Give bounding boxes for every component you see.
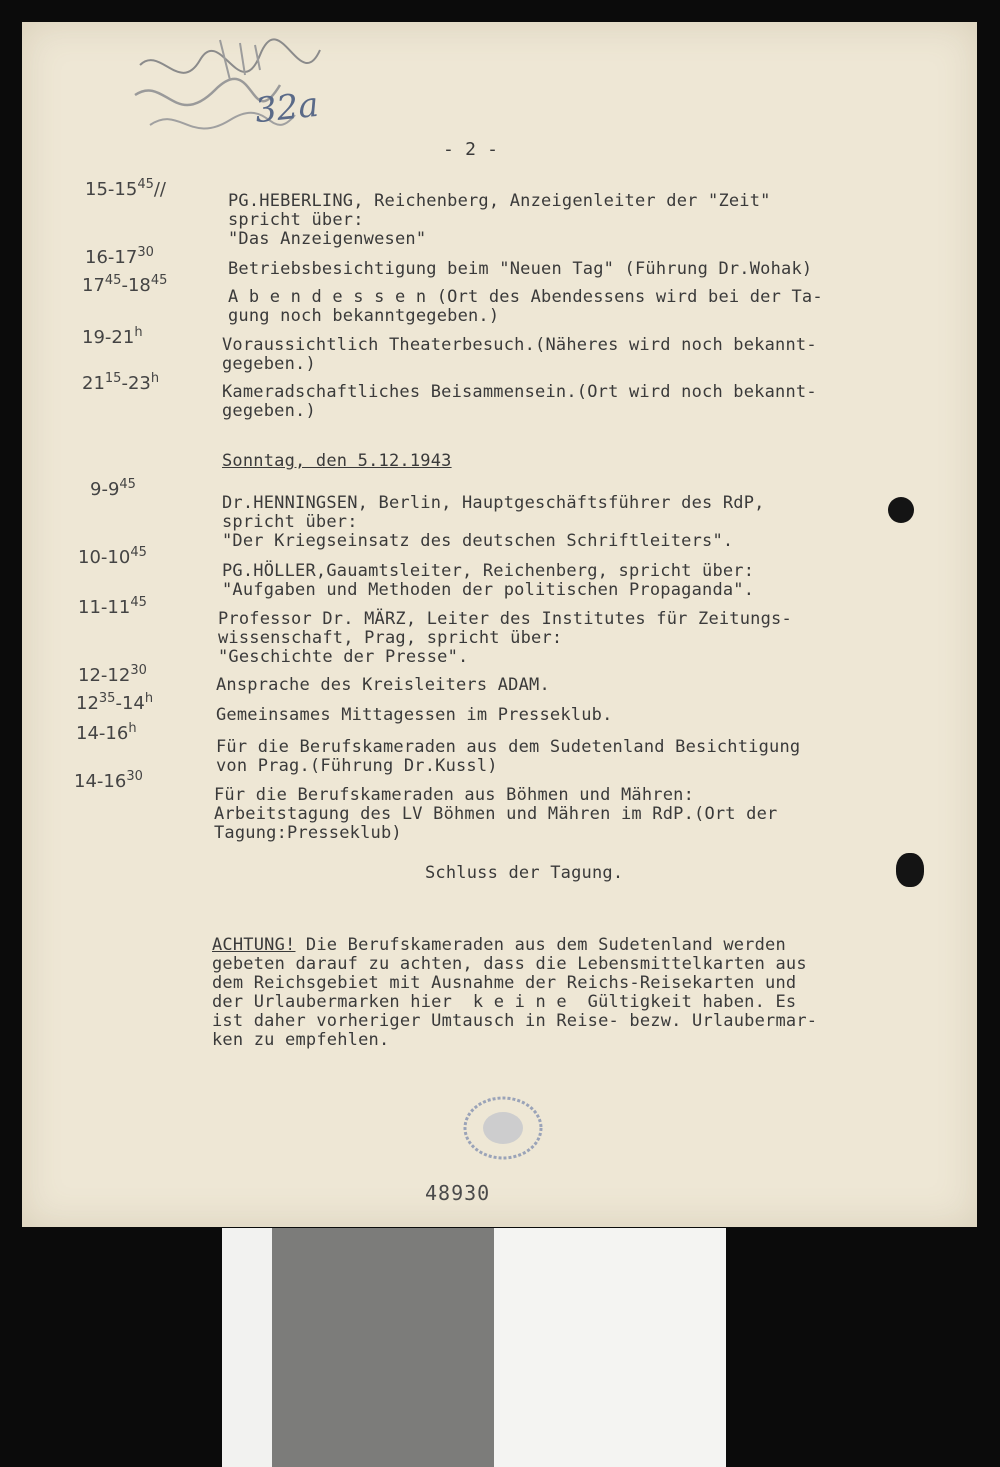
time-label: $16-17^{30}$	[85, 245, 154, 268]
time-label: $9-9^{45}$	[90, 477, 136, 500]
document-number: 48930	[425, 1181, 491, 1205]
entry-text: PG.HÖLLER,Gauamtsleiter, Reichenberg, spricht über: "Aufgaben und Methoden der politischen Propaganda".	[222, 561, 755, 600]
punch-hole	[896, 853, 924, 887]
notice-heading: ACHTUNG!	[212, 935, 296, 955]
time-label: $12-12^{30}$	[78, 663, 147, 686]
entry-text: PG.HEBERLING, Reichenberg, Anzeigenleiter der "Zeit" spricht über: "Das Anzeigenwesen"	[228, 191, 771, 249]
archive-mark: 32a	[253, 84, 321, 132]
entry-text: Für die Berufskameraden aus Böhmen und Mähren: Arbeitstagung des LV Böhmen und Mähren im RdP.(Ort der Tagung:Presseklub)	[214, 785, 778, 843]
punch-hole	[888, 497, 914, 523]
page-number: - 2 -	[443, 139, 499, 160]
closing-line: Schluss der Tagung.	[425, 863, 624, 883]
entry-text: Kameradschaftliches Beisammensein.(Ort wird noch bekannt- gegeben.)	[222, 382, 817, 421]
entry-text: Betriebsbesichtigung beim "Neuen Tag" (Führung Dr.Wohak)	[228, 259, 813, 279]
time-label: $11-11^{45}$	[78, 595, 147, 618]
entry-text: Dr.HENNINGSEN, Berlin, Hauptgeschäftsführer des RdP, spricht über: "Der Kriegseinsatz des deutschen Schriftleiters".	[222, 493, 765, 551]
entry-text: Gemeinsames Mittagessen im Presseklub.	[216, 705, 613, 725]
time-label: $17^{45}-18^{45}$	[82, 273, 168, 296]
time-label: $10-10^{45}$	[78, 545, 147, 568]
time-label: 14-16$^h$	[76, 721, 137, 744]
entry-text: Professor Dr. MÄRZ, Leiter des Institutes für Zeitungs- wissenschaft, Prag, spricht über: "Geschichte der Presse".	[218, 609, 792, 667]
background-dark	[726, 1228, 1000, 1467]
notice-block: ACHTUNG! Die Berufskameraden aus dem Sudetenland werden gebeten darauf zu achten, dass die Lebensmittelkarten aus dem Reichsgebiet mit Ausnahme der Reichs-Reisekarten und der Urlaubermarken hier k e i n e Gültigkeit haben. Es ist daher vorheriger Umtausch in Reise- bezw. Urlaubermar- ken zu empfehlen.	[212, 935, 818, 1050]
calibration-strip-white-2	[494, 1228, 726, 1467]
time-label: 19-21$^h$	[82, 325, 143, 348]
sunday-heading: Sonntag, den 5.12.1943	[222, 451, 452, 471]
time-label: $14-16^{30}$	[74, 769, 143, 792]
archive-stamp	[458, 1092, 548, 1164]
entry-text: Ansprache des Kreisleiters ADAM.	[216, 675, 550, 695]
entry-text: A b e n d e s s e n (Ort des Abendessens wird bei der Ta- gung noch bekanntgegeben.)	[228, 287, 823, 326]
time-label: $21^{15}-23^h$	[82, 371, 160, 394]
calibration-strip-white	[222, 1228, 272, 1467]
entry-text: Für die Berufskameraden aus dem Sudetenland Besichtigung von Prag.(Führung Dr.Kussl)	[216, 737, 801, 776]
calibration-strip-gray	[272, 1228, 494, 1467]
entry-text: Voraussichtlich Theaterbesuch.(Näheres wird noch bekannt- gegeben.)	[222, 335, 817, 374]
time-label: $15-15^{45}//$	[85, 177, 166, 200]
time-label: $12^{35}-14^h$	[76, 691, 154, 714]
